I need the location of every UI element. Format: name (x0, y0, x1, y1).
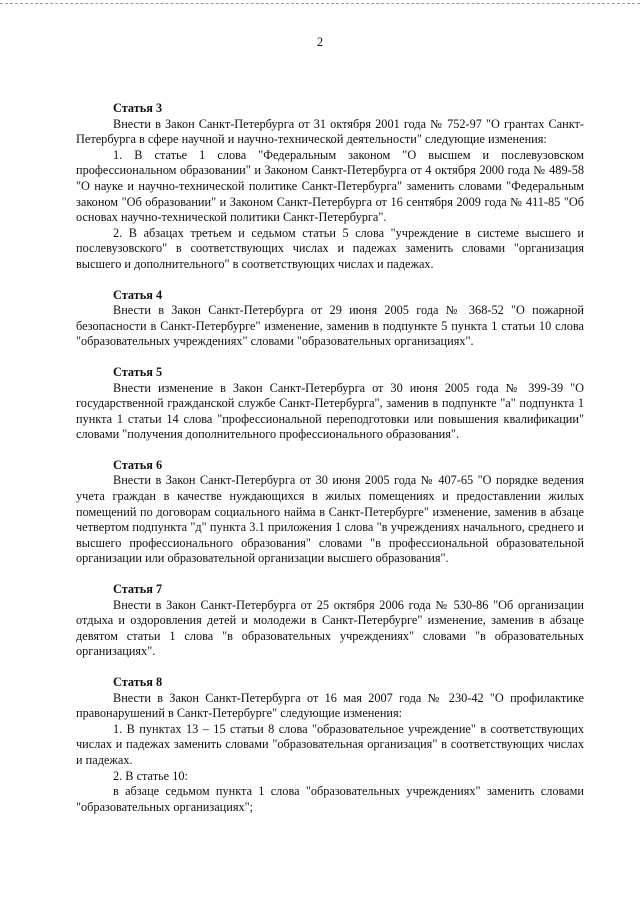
article-title: Статья 5 (113, 364, 163, 379)
article-section (76, 675, 584, 815)
article-section (76, 365, 584, 443)
page-top-edge (0, 3, 640, 4)
article-paragraph: 1. В пунктах 13 – 15 статьи 8 слова "образовательное учреждение" в соответствующих числах и падежах заменить словами "образовательная организация" в соответствующих числах и падежах. (76, 721, 584, 767)
article-paragraph: Внести в Закон Санкт-Петербурга от 29 июня 2005 года № 368-52 "О пожарной безопасности в Санкт-Петербурге" изменение, заменив в подпункте 5 пункта 1 статьи 10 слова "образовательных учреждениях" словами "образовательных организациях". (76, 303, 584, 349)
article-paragraph: 1. В статье 1 слова "Федеральным законом "О высшем и послевузовском профессиональном образовании" и Законом Санкт-Петербурга от 4 октября 2000 года № 489-58 "О науке и научно-технической политике Санкт-Петербурга" заменить словами "Федеральным законом "Об образовании" и Законом Санкт-Петербурга от 16 сентября 2009 года № 411-85 "Об основах научно-технической политики Санкт-Петербурга". (76, 147, 584, 225)
article-section (76, 458, 584, 567)
article-title: Статья 8 (113, 675, 163, 689)
article-paragraph: Внести изменение в Закон Санкт-Петербурга от 30 июня 2005 года № 399-39 "О государственной гражданской службе Санкт-Петербурга", заменив в подпункте "а" подпункта 1 пункта 1 статьи 14 слова "профессиональной переподготовки или повышения квалификации" словами "получения дополнительного профессионального образования". (76, 380, 584, 442)
article-paragraph: Внести в Закон Санкт-Петербурга от 16 мая 2007 года № 230-42 "О профилактике правонарушений в Санкт-Петербурге" следующие изменения: (76, 690, 584, 721)
article-title: Статья 6 (113, 457, 163, 472)
article-section (76, 288, 584, 350)
article-title: Статья 4 (113, 287, 163, 302)
article-paragraph: 2. В статье 10: (113, 768, 188, 783)
article-paragraph: Внести в Закон Санкт-Петербурга от 31 октября 2001 года № 752-97 "О грантах Санкт-Петербурга в сфере научной и научно-технической деятельности" следующие изменения: (76, 116, 584, 147)
article-section (76, 101, 584, 273)
article-paragraph: Внести в Закон Санкт-Петербурга от 25 октября 2006 года № 530-86 "Об организации отдыха и оздоровления детей и молодежи в Санкт-Петербурге" изменение, заменив в абзаце девятом статьи 1 слова "в образовательных учреждениях" словами "в образовательных организациях". (76, 597, 584, 659)
document-body (76, 101, 584, 830)
article-title: Статья 7 (113, 582, 163, 597)
article-title: Статья 3 (113, 101, 163, 115)
article-paragraph: в абзаце седьмом пункта 1 слова "образовательных учреждениях" заменить словами "образовательных организациях"; (76, 784, 584, 814)
article-paragraph: 2. В абзацах третьем и седьмом статьи 5 слова "учреждение в системе высшего и послевузовского" в соответствующих числах и падежах заменить словами "организация высшего и дополнительного" в соответствующих числах и падежах. (76, 225, 584, 271)
article-section (76, 582, 584, 660)
page-number: 2 (316, 35, 324, 49)
article-paragraph: Внести в Закон Санкт-Петербурга от 30 июня 2005 года № 407-65 "О порядке ведения учета граждан в качестве нуждающихся в жилых помещениях и предоставлении жилых помещений по договорам социального найма в Санкт-Петербурге" изменение, заменив в абзаце четвертом подпункта "д" пункта 3.1 приложения 1 слова "в учреждениях начального, среднего и высшего профессионального образования" словами "в профессиональной образовательной организации или образовательной организации высшего образования". (76, 473, 584, 566)
